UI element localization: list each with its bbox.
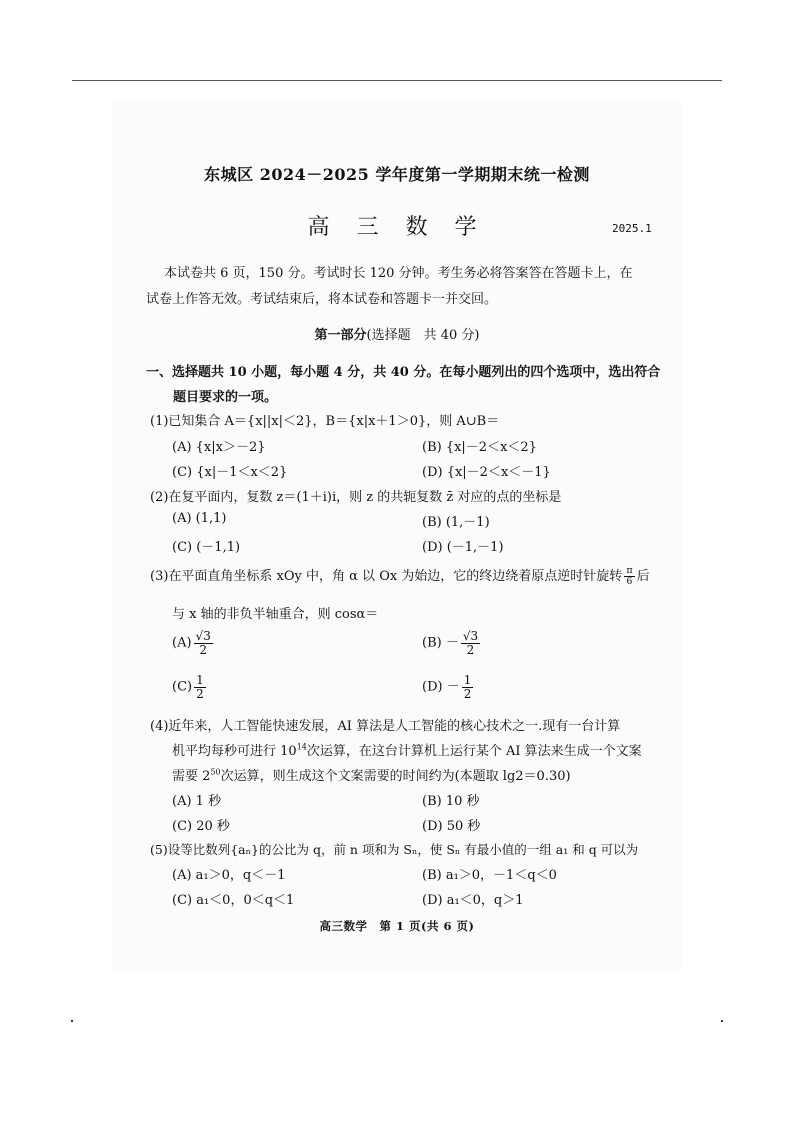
corner-mark-right	[721, 1020, 723, 1022]
q3-stem-post: 后	[636, 569, 650, 584]
q3-c-num: 1	[196, 673, 204, 687]
q3-stem-frac-den: 6	[626, 576, 633, 587]
q3-option-d	[422, 674, 475, 700]
q2-option-c: (C) (－1,1)	[172, 540, 241, 555]
q4-line-3-post: 次运算，则生成这个文案需要的时间约为(本题取 lg2＝0.30)	[220, 769, 571, 784]
page-footer: 高三数学 第 1 页(共 6 页)	[319, 919, 475, 933]
q5-option-a: (A) a₁＞0，q＜－1	[172, 868, 286, 883]
q3-option-c	[172, 674, 208, 700]
q1-option-b: (B) {x|－2＜x＜2}	[422, 440, 537, 455]
exam-date: 2025.1	[612, 222, 652, 235]
subject-title: 高 三 数 学	[307, 215, 487, 240]
section-heading-rest: (选择题 共 40 分)	[366, 328, 480, 343]
q3-stem-pre: (3)在平面直角坐标系 xOy 中，角 α 以 Ox 为始边，它的终边绕着原点逆时针旋转	[150, 569, 623, 584]
q4-option-a: (A) 1 秒	[172, 794, 222, 809]
q3-option-a	[172, 630, 215, 656]
q4-option-b: (B) 10 秒	[422, 794, 480, 809]
q5-stem: (5)设等比数列{aₙ}的公比为 q，前 n 项和为 Sₙ，使 Sₙ 有最小值的一组 a₁ 和 q 可以为	[150, 842, 639, 857]
q4-line-3-exponent: 50	[210, 767, 221, 777]
q1-option-d: (D) {x|－2＜x＜－1}	[422, 465, 551, 480]
q4-line-1: (4)近年来，人工智能快速发展，AI 算法是人工智能的核心技术之一.现有一台计算	[150, 719, 621, 734]
q3-d-num: 1	[463, 673, 472, 687]
notice-line-2: 试卷上作答无效。考试结束后，将本试卷和答题卡一并交回。	[146, 292, 498, 307]
q3-b-num: √3	[462, 629, 479, 643]
corner-mark-left	[71, 1020, 73, 1022]
q4-line-3-pre: 需要 2	[172, 769, 211, 784]
q3-c-label: (C)	[172, 679, 193, 695]
q3-stem-line-1	[150, 565, 650, 587]
q3-b-den: 2	[466, 642, 475, 657]
q3-c-den: 2	[196, 686, 204, 701]
q2-option-a: (A) (1,1)	[172, 511, 227, 526]
q1-option-a: (A) {x|x＞－2}	[172, 440, 266, 455]
q3-stem-fraction	[624, 566, 634, 587]
q3-a-num: √3	[195, 629, 211, 643]
q4-option-d: (D) 50 秒	[422, 819, 481, 834]
instructions-line-1: 一、选择题共 10 小题，每小题 4 分，共 40 分。在每小题列出的四个选项中，选出符合	[146, 365, 661, 380]
q1-stem: (1)已知集合 A＝{x||x|＜2}，B＝{x|x＋1＞0}，则 A∪B＝	[150, 414, 500, 429]
section-heading-bold: 第一部分	[314, 328, 367, 343]
q3-b-label: (B) －	[422, 635, 459, 651]
exam-title: 东城区 2024－2025 学年度第一学期期末统一检测	[204, 165, 590, 184]
q3-stem-line-2: 与 x 轴的非负半轴重合，则 cosα＝	[172, 607, 379, 622]
top-rule	[72, 80, 722, 81]
q3-option-b	[422, 630, 482, 656]
q3-c-fraction	[194, 674, 206, 700]
q4-line-2	[172, 740, 642, 759]
q4-line-2-post: 次运算，在这台计算机上运行某个 AI 算法来生成一个文案	[306, 744, 642, 759]
q3-stem-frac-num: π	[626, 565, 633, 577]
q4-option-c: (C) 20 秒	[172, 819, 230, 834]
q3-b-fraction	[461, 630, 480, 656]
q4-line-2-pre: 机平均每秒可进行 10	[172, 744, 297, 759]
q3-a-fraction	[194, 630, 213, 656]
q2-stem: (2)在复平面内，复数 z＝(1＋i)i，则 z 的共轭复数 z̄ 对应的点的坐标是	[150, 490, 562, 505]
q3-d-den: 2	[463, 686, 472, 701]
q3-a-den: 2	[199, 642, 207, 657]
q5-option-d: (D) a₁＜0，q＞1	[422, 893, 524, 908]
q3-a-label: (A)	[172, 635, 192, 651]
q5-option-b: (B) a₁＞0，－1＜q＜0	[422, 868, 557, 883]
q4-line-3	[172, 765, 571, 784]
q3-d-fraction	[462, 674, 474, 700]
q2-option-d: (D) (－1,－1)	[422, 540, 504, 555]
q5-option-c: (C) a₁＜0，0＜q＜1	[172, 893, 295, 908]
q4-line-2-exponent: 14	[296, 742, 307, 752]
notice-line-1: 本试卷共 6 页，150 分。考试时长 120 分钟。考生务必将答案答在答题卡上，在	[164, 266, 633, 281]
instructions-line-2: 题目要求的一项。	[173, 390, 278, 405]
q3-d-label: (D) －	[422, 679, 460, 695]
q1-option-c: (C) {x|－1＜x＜2}	[172, 465, 288, 480]
q2-option-b: (B) (1,－1)	[422, 515, 490, 530]
section-heading	[0, 324, 794, 343]
